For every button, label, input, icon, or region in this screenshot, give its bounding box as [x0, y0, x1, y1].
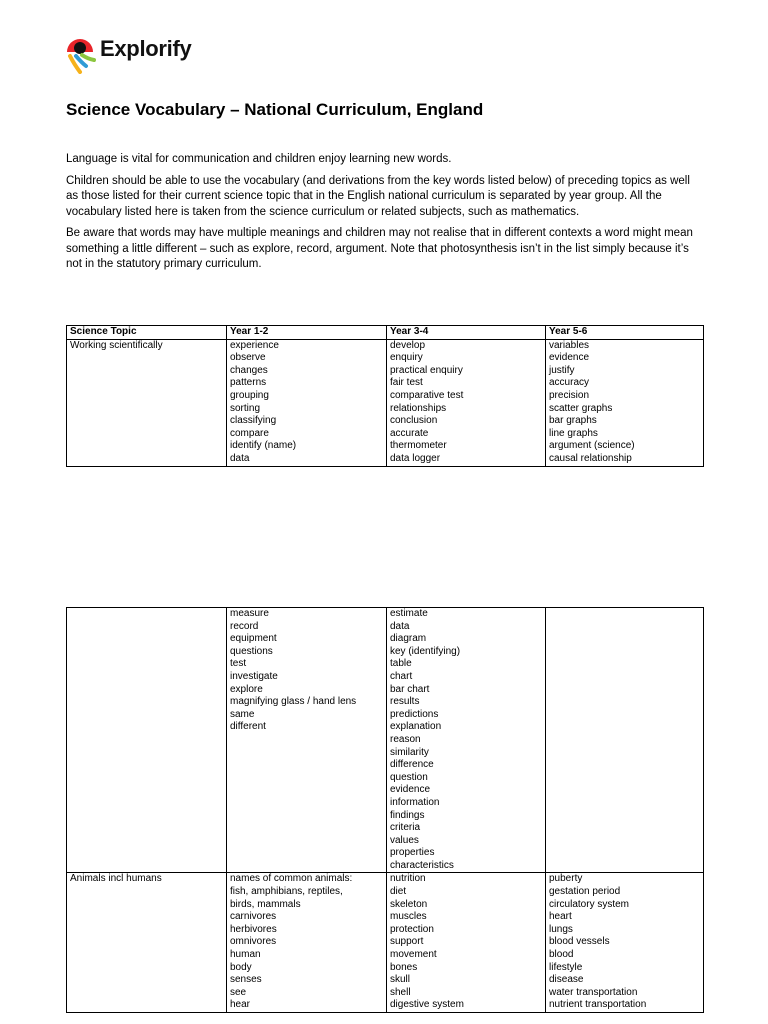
vocab-word: puberty — [549, 873, 583, 885]
table-header-row — [67, 326, 704, 340]
vocab-word: findings — [390, 809, 425, 821]
year-3-4-cell — [387, 339, 546, 466]
vocab-word: same — [230, 708, 255, 720]
vocab-word: omnivores — [230, 936, 277, 948]
vocab-word: variables — [549, 339, 590, 351]
vocab-word: bar chart — [390, 683, 430, 695]
vocab-word: muscles — [390, 911, 427, 923]
vocab-word: relationships — [390, 402, 447, 414]
year-3-4-cell — [387, 608, 546, 873]
vocab-word: shell — [390, 986, 411, 998]
vocab-word: difference — [390, 759, 434, 771]
vocab-word: experience — [230, 339, 279, 351]
vocab-word: lungs — [549, 923, 573, 935]
vocab-word: blood — [549, 949, 574, 961]
vocab-word: data — [230, 452, 250, 464]
intro-paragraph: Language is vital for communication and children enjoy learning new words. — [66, 153, 452, 165]
intro-paragraph: Children should be able to use the vocabulary (and derivations from the key words listed below) of preceding topics as well as those listed for their current science topic that in the English national curriculum is separated by year group. All the vocabulary listed here is taken from the science curriculum or related subjects, such as mathematics. — [66, 174, 690, 218]
vocab-word: identify (name) — [230, 440, 297, 452]
vocab-word: evidence — [549, 352, 590, 364]
vocab-word: magnifying glass / hand lens — [230, 696, 357, 708]
vocab-word: properties — [390, 847, 435, 859]
year-1-2-cell — [227, 873, 387, 1013]
vocab-word: fish, amphibians, reptiles, — [230, 886, 343, 898]
vocab-word: disease — [549, 974, 584, 986]
vocab-word: accurate — [390, 427, 429, 439]
vocab-word: questions — [230, 645, 273, 657]
vocab-word: water transportation — [549, 986, 638, 998]
intro-paragraph: Be aware that words may have multiple meanings and children may not realise that in different contexts a word might mean something a little different – such as explore, record, argument. Note that photosynthesis isn’t in the list simply because it’s not in the statutory primary curriculum. — [66, 227, 693, 270]
vocab-word: test — [230, 658, 247, 670]
table-row — [67, 339, 704, 466]
vocab-word: diagram — [390, 633, 427, 645]
vocab-word: table — [390, 658, 412, 670]
topic-cell — [67, 608, 227, 873]
vocab-word: explanation — [390, 721, 442, 733]
header-year-5-6: Year 5-6 — [546, 326, 704, 340]
vocab-word: movement — [390, 949, 437, 961]
year-5-6-cell — [546, 339, 704, 466]
vocab-word: support — [390, 936, 424, 948]
topic-cell: Working scientifically — [67, 339, 227, 466]
vocab-word: estimate — [390, 608, 428, 619]
year-5-6-cell — [546, 873, 704, 1013]
vocab-word: nutrition — [390, 873, 426, 885]
vocab-word: argument (science) — [549, 440, 635, 452]
vocab-word: lifestyle — [549, 961, 583, 973]
page-title: Science Vocabulary – National Curriculum, England — [66, 100, 484, 119]
vocab-word: causal relationship — [549, 452, 632, 464]
vocab-word: precision — [549, 389, 590, 401]
vocab-word: grouping — [230, 389, 269, 401]
vocab-word: human — [230, 949, 261, 961]
vocab-word: sorting — [230, 402, 261, 414]
vocab-word: characteristics — [390, 859, 454, 871]
vocab-word: criteria — [390, 822, 421, 834]
vocab-word: heart — [549, 911, 572, 923]
vocab-word: similarity — [390, 746, 429, 758]
vocab-word: comparative test — [390, 389, 464, 401]
vocab-word: data logger — [390, 452, 441, 464]
vocab-word: key (identifying) — [390, 645, 461, 657]
year-5-6-cell — [546, 608, 704, 873]
vocab-word: record — [230, 620, 259, 632]
vocab-word: digestive system — [390, 999, 464, 1011]
vocab-word: equipment — [230, 633, 277, 645]
vocab-word: body — [230, 961, 252, 973]
header-year-3-4: Year 3-4 — [387, 326, 546, 340]
header-science-topic: Science Topic — [67, 326, 227, 340]
vocab-word: diet — [390, 886, 407, 898]
vocab-word: changes — [230, 364, 268, 376]
vocab-word: see — [230, 986, 247, 998]
vocab-word: skull — [390, 974, 411, 986]
vocab-word: fair test — [390, 377, 423, 389]
vocab-word: birds, mammals — [230, 898, 301, 910]
vocab-word: compare — [230, 427, 269, 439]
explorify-logo-icon — [64, 30, 100, 74]
vocab-word: gestation period — [549, 886, 621, 898]
vocab-word: different — [230, 721, 266, 733]
vocab-word: conclusion — [390, 415, 438, 427]
vocab-word: question — [390, 771, 428, 783]
year-3-4-cell — [387, 873, 546, 1013]
vocab-word: scatter graphs — [549, 402, 613, 414]
vocab-word: results — [390, 696, 420, 708]
vocab-word: classifying — [230, 415, 277, 427]
vocab-word: values — [390, 834, 419, 846]
vocab-word: accuracy — [549, 377, 590, 389]
vocab-word: practical enquiry — [390, 364, 463, 376]
vocab-word: bones — [390, 961, 418, 973]
year-1-2-cell — [227, 339, 387, 466]
vocab-word: skeleton — [390, 898, 428, 910]
intro-text — [66, 152, 702, 279]
vocab-word: chart — [390, 670, 413, 682]
vocab-word: predictions — [390, 708, 439, 720]
topic-cell: Animals incl humans — [67, 873, 227, 1013]
vocab-word: patterns — [230, 377, 267, 389]
vocab-word: justify — [549, 364, 575, 376]
vocab-word: hear — [230, 999, 251, 1011]
vocabulary-table-continued — [66, 607, 704, 1013]
table-row — [67, 873, 704, 1013]
vocab-word: enquiry — [390, 352, 423, 364]
vocab-word: senses — [230, 974, 262, 986]
vocab-word: line graphs — [549, 427, 598, 439]
vocabulary-table — [66, 325, 704, 467]
explorify-logo — [64, 30, 194, 74]
vocab-word: nutrient transportation — [549, 999, 647, 1011]
table-row — [67, 608, 704, 873]
vocab-word: protection — [390, 923, 434, 935]
logo-wordmark: Explorify — [100, 36, 192, 61]
vocab-word: carnivores — [230, 911, 277, 923]
vocab-word: circulatory system — [549, 898, 630, 910]
vocab-word: bar graphs — [549, 415, 597, 427]
vocab-word: blood vessels — [549, 936, 610, 948]
vocab-word: information — [390, 796, 440, 808]
header-year-1-2: Year 1-2 — [227, 326, 387, 340]
vocab-word: herbivores — [230, 923, 277, 935]
vocab-word: thermometer — [390, 440, 447, 452]
vocab-word: investigate — [230, 670, 278, 682]
vocab-word: data — [390, 620, 410, 632]
vocab-word: explore — [230, 683, 263, 695]
vocab-word: observe — [230, 352, 266, 364]
vocab-word: measure — [230, 608, 269, 619]
vocab-word: evidence — [390, 784, 431, 796]
year-1-2-cell — [227, 608, 387, 873]
vocab-word: reason — [390, 733, 421, 745]
vocab-word: develop — [390, 339, 426, 351]
vocab-word: names of common animals: — [230, 873, 353, 885]
